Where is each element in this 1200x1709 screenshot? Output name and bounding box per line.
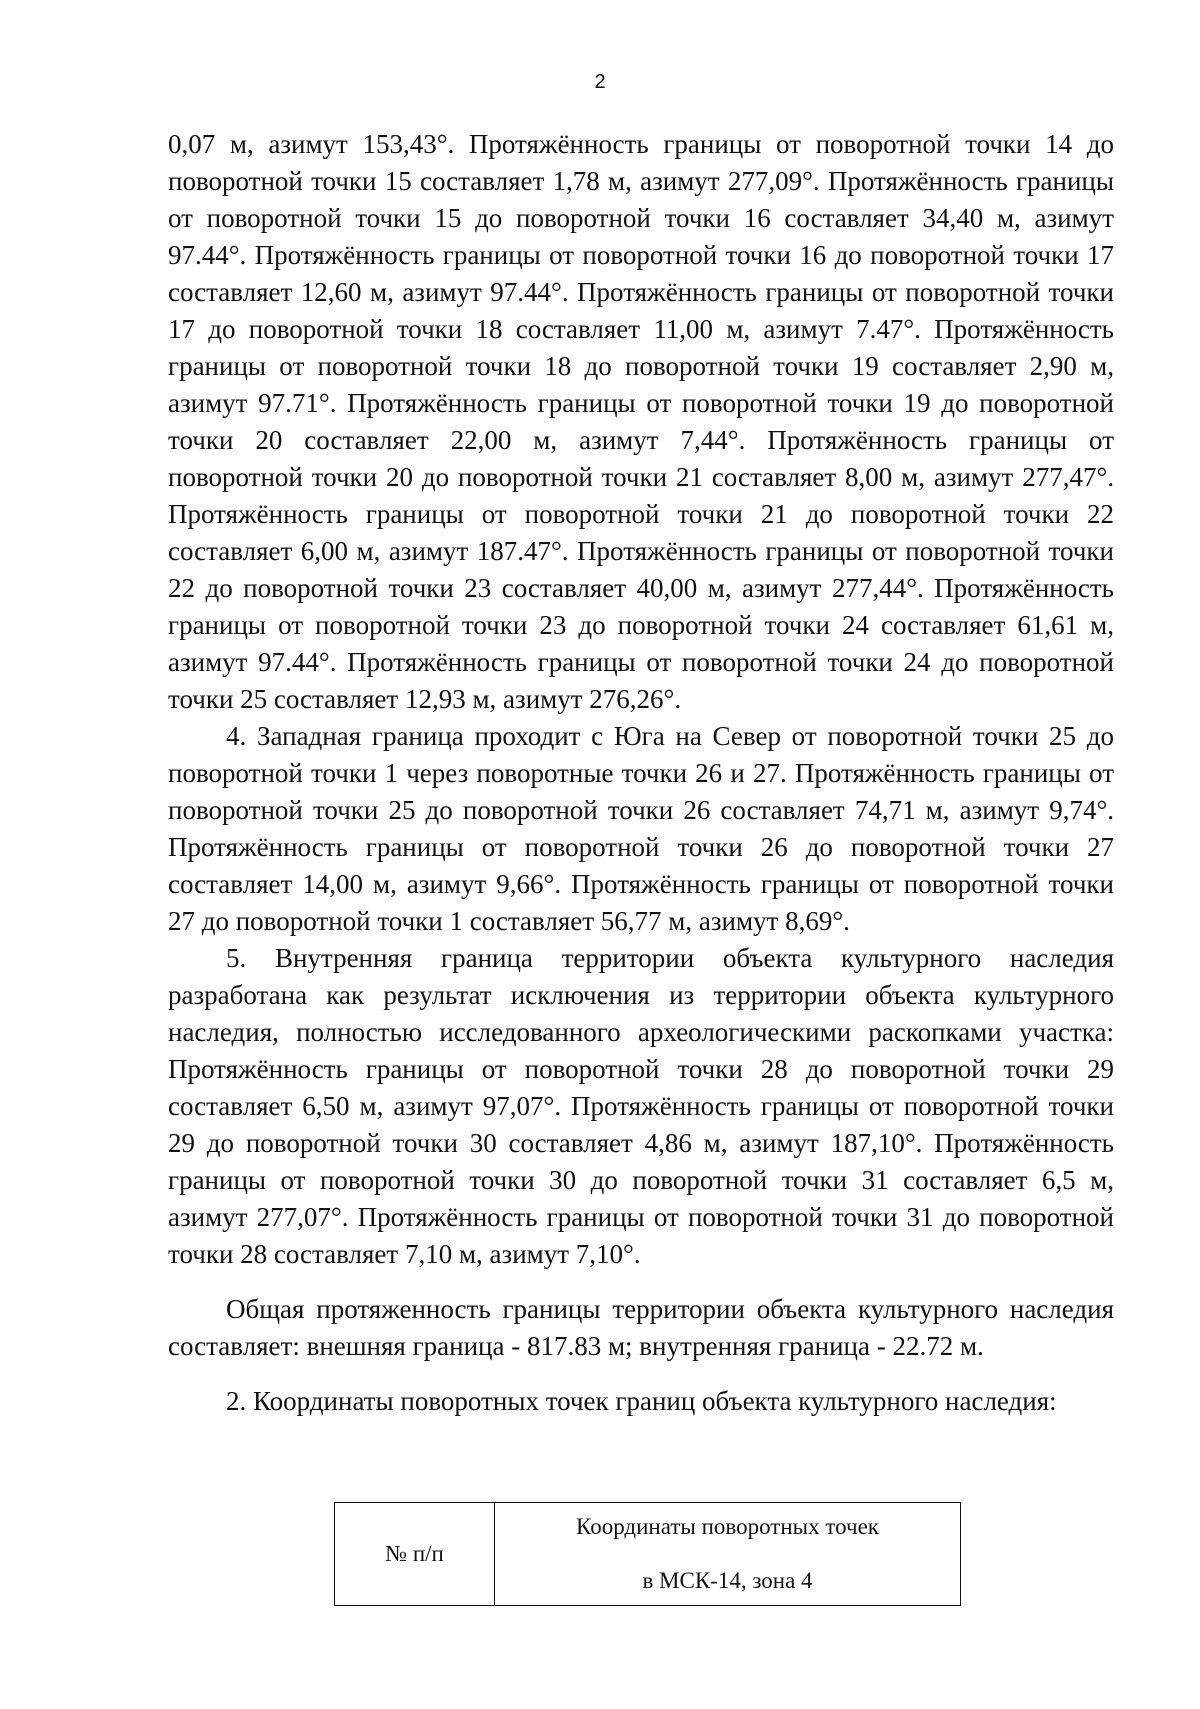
coordinate-system-label: в МСК-14, зона 4 (642, 1568, 813, 1593)
coordinates-table (334, 1502, 961, 1606)
coordinates-header-lines (495, 1504, 960, 1604)
coordinates-table-header-row (335, 1503, 961, 1606)
inner-boundary-paragraph: 5. Внутренняя граница территории объекта культурного наследия разработана как результат исключения из территории объекта культурного наследия, полностью исследованного археологическими раскопками участка: Протяжённость границы от поворотной точки 28 до поворотной точки 29 составляет 6,50 м, азимут 97,07°. Протяжённость границы от поворотной точки 29 до поворотной точки 30 составляет 4,86 м, азимут 187,10°. Протяжённость границы от поворотной точки 30 до поворотной точки 31 составляет 6,5 м, азимут 277,07°. Протяжённость границы от поворотной точки 31 до поворотной точки 28 составляет 7,10 м, азимут 7,10°. (168, 943, 1114, 1269)
boundary-segment-paragraph: 0,07 м, азимут 153,43°. Протяжённость границы от поворотной точки 14 до поворотной точки 15 составляет 1,78 м, азимут 277,09°. Протяжённость границы от поворотной точки 15 до поворотной точки 16 составляет 34,40 м, азимут 97.44°. Протяжённость границы от поворотной точки 16 до поворотной точки 17 составляет 12,60 м, азимут 97.44°. Протяжённость границы от поворотной точки 17 до поворотной точки 18 составляет 11,00 м, азимут 7.47°. Протяжённость границы от поворотной точки 18 до поворотной точки 19 составляет 2,90 м, азимут 97.71°. Протяжённость границы от поворотной точки 19 до поворотной точки 20 составляет 22,00 м, азимут 7,44°. Протяжённость границы от поворотной точки 20 до поворотной точки 21 составляет 8,00 м, азимут 277,47°. Протяжённость границы от поворотной точки 21 до поворотной точки 22 составляет 6,00 м, азимут 187.47°. Протяжённость границы от поворотной точки 22 до поворотной точки 23 составляет 40,00 м, азимут 277,44°. Протяжённость границы от поворотной точки 23 до поворотной точки 24 составляет 61,61 м, азимут 97.44°. Протяжённость границы от поворотной точки 24 до поворотной точки 25 составляет 12,93 м, азимут 276,26°. (168, 129, 1114, 714)
table-header-number: № п/п (335, 1503, 495, 1606)
table-header-coordinates (495, 1503, 961, 1606)
coordinates-header-title: Координаты поворотных точек (576, 1514, 879, 1539)
document-body (168, 126, 1114, 1420)
western-boundary-paragraph: 4. Западная граница проходит с Юга на Север от поворотной точки 25 до поворотной точки 1 через поворотные точки 26 и 27. Протяжённость границы от поворотной точки 25 до поворотной точки 26 составляет 74,71 м, азимут 9,74°. Протяжённость границы от поворотной точки 26 до поворотной точки 27 составляет 14,00 м, азимут 9,66°. Протяжённость границы от поворотной точки 27 до поворотной точки 1 составляет 56,77 м, азимут 8,69°. (168, 721, 1114, 936)
page-number: 2 (594, 71, 606, 93)
total-boundary-length-paragraph: Общая протяженность границы территории объекта культурного наследия составляет: внешняя граница - 817.83 м; внутренняя граница - 22.72 м. (168, 1294, 1114, 1361)
coordinates-section-heading: 2. Координаты поворотных точек границ объекта культурного наследия: (226, 1386, 1057, 1416)
